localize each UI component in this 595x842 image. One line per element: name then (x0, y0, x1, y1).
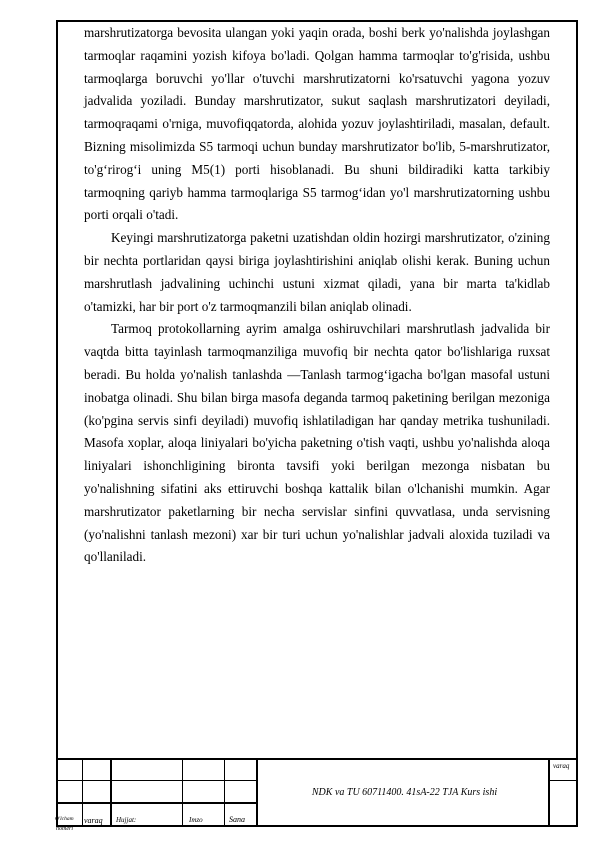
stamp-label-sana: Sana (229, 815, 245, 824)
stamp-label-nomeri: nomeri (56, 826, 73, 832)
stamp-label-hujjat: Hujjat: (116, 816, 137, 824)
document-body (84, 22, 550, 569)
document-code: NDK va TU 60711400. 41sA-22 TJA Kurs ishi (311, 787, 498, 798)
paragraph-2: Keyingi marshrutizatorga paketni uzatishdan oldin hozirgi marshrutizator, o'zining bir nechta portlaridan qaysi biriga joylashtirishini aniqlab olishi kerak. Buning uchun marshrutlash jadvalining uchinchi ustuni xizmat qiladi, yana bir marta ta'kidlab o'tamizki, har bir port o'z tarmoqmanzili bilan aniqlab olinadi. (84, 230, 550, 314)
stamp-label-page-varaq: varaq (553, 762, 570, 770)
stamp-label-varaq: varaq (84, 816, 103, 825)
stamp-label-imzo: Imzo (189, 816, 203, 824)
title-block-stamp (55, 758, 578, 832)
paragraph-1: marshrutizatorga bevosita ulangan yoki yaqin orada, boshi berk yo'nalishda joylashgan tarmoqlar raqamini yozish kifoya bo'ladi. Qolgan hamma tarmoqlar to'g'risida, ushbu tarmoqlarga boruvchi yo'llar o'tuvchi marshrutizatorni ko'rsatuvchi yagona yozuv jadvalida yoziladi. Bunday marshrutizator, sukut saqlash marshrutizatori deyiladi, tarmoqraqami o'rniga, muvofiqqatorda, alohida yozuv joylashtiriladi, masalan, default. Bizning misolimizda S5 tarmoqi uchun bunday marshrutizator bo'lib, 5-marshrutizator, to'g‘rirog‘i uning M5(1) porti hisoblanadi. Bu shuni bildiradiki katta tarkibiy tarmoqning qariyb hamma tarmoqlariga S5 tarmog‘idan yo'l marshrutizatorning ushbu porti orqali o'tadi. (84, 25, 550, 223)
stamp-label-olcham: O'lcham (55, 816, 74, 822)
paragraph-3: Tarmoq protokollarning ayrim amalga oshiruvchilari marshrutlash jadvalida bir vaqtda bitta tayinlash tarmoqmanziliga muvofiq bir nechta qator bo'lishlariga ruxsat beradi. Bu holda yo'nalish tanlashda ―Tanlash tarmog‘igacha bo'lgan masofa‖ ustuni inobatga olinadi. Shu bilan birga masofa deganda tarmoq paketining berilgan mezoniga (ko'pgina servis sinfi deyiladi) muvofiq ishlatiladigan har qanday metrika tushuniladi. Masofa xoplar, aloqa liniyalari bo'yicha paketning o'tish vaqti, ushbu yo'nalishda aloqa liniyalari ishonchligining bironta tavsifi yoki berilgan mezonga nisbatan bu yo'nalishning sifatini aks ettiruvchi boshqa kattalik bilan o'lchanishi mumkin. Agar marshrutizator paketlarning bir necha servislar sinfini quvvatlasa, unda servisning (yo'nalishni tanlash mezoni) xar bir turi uchun yo'nalishlar jadvali aloxida tuziladi va qo'llaniladi. (84, 321, 550, 565)
